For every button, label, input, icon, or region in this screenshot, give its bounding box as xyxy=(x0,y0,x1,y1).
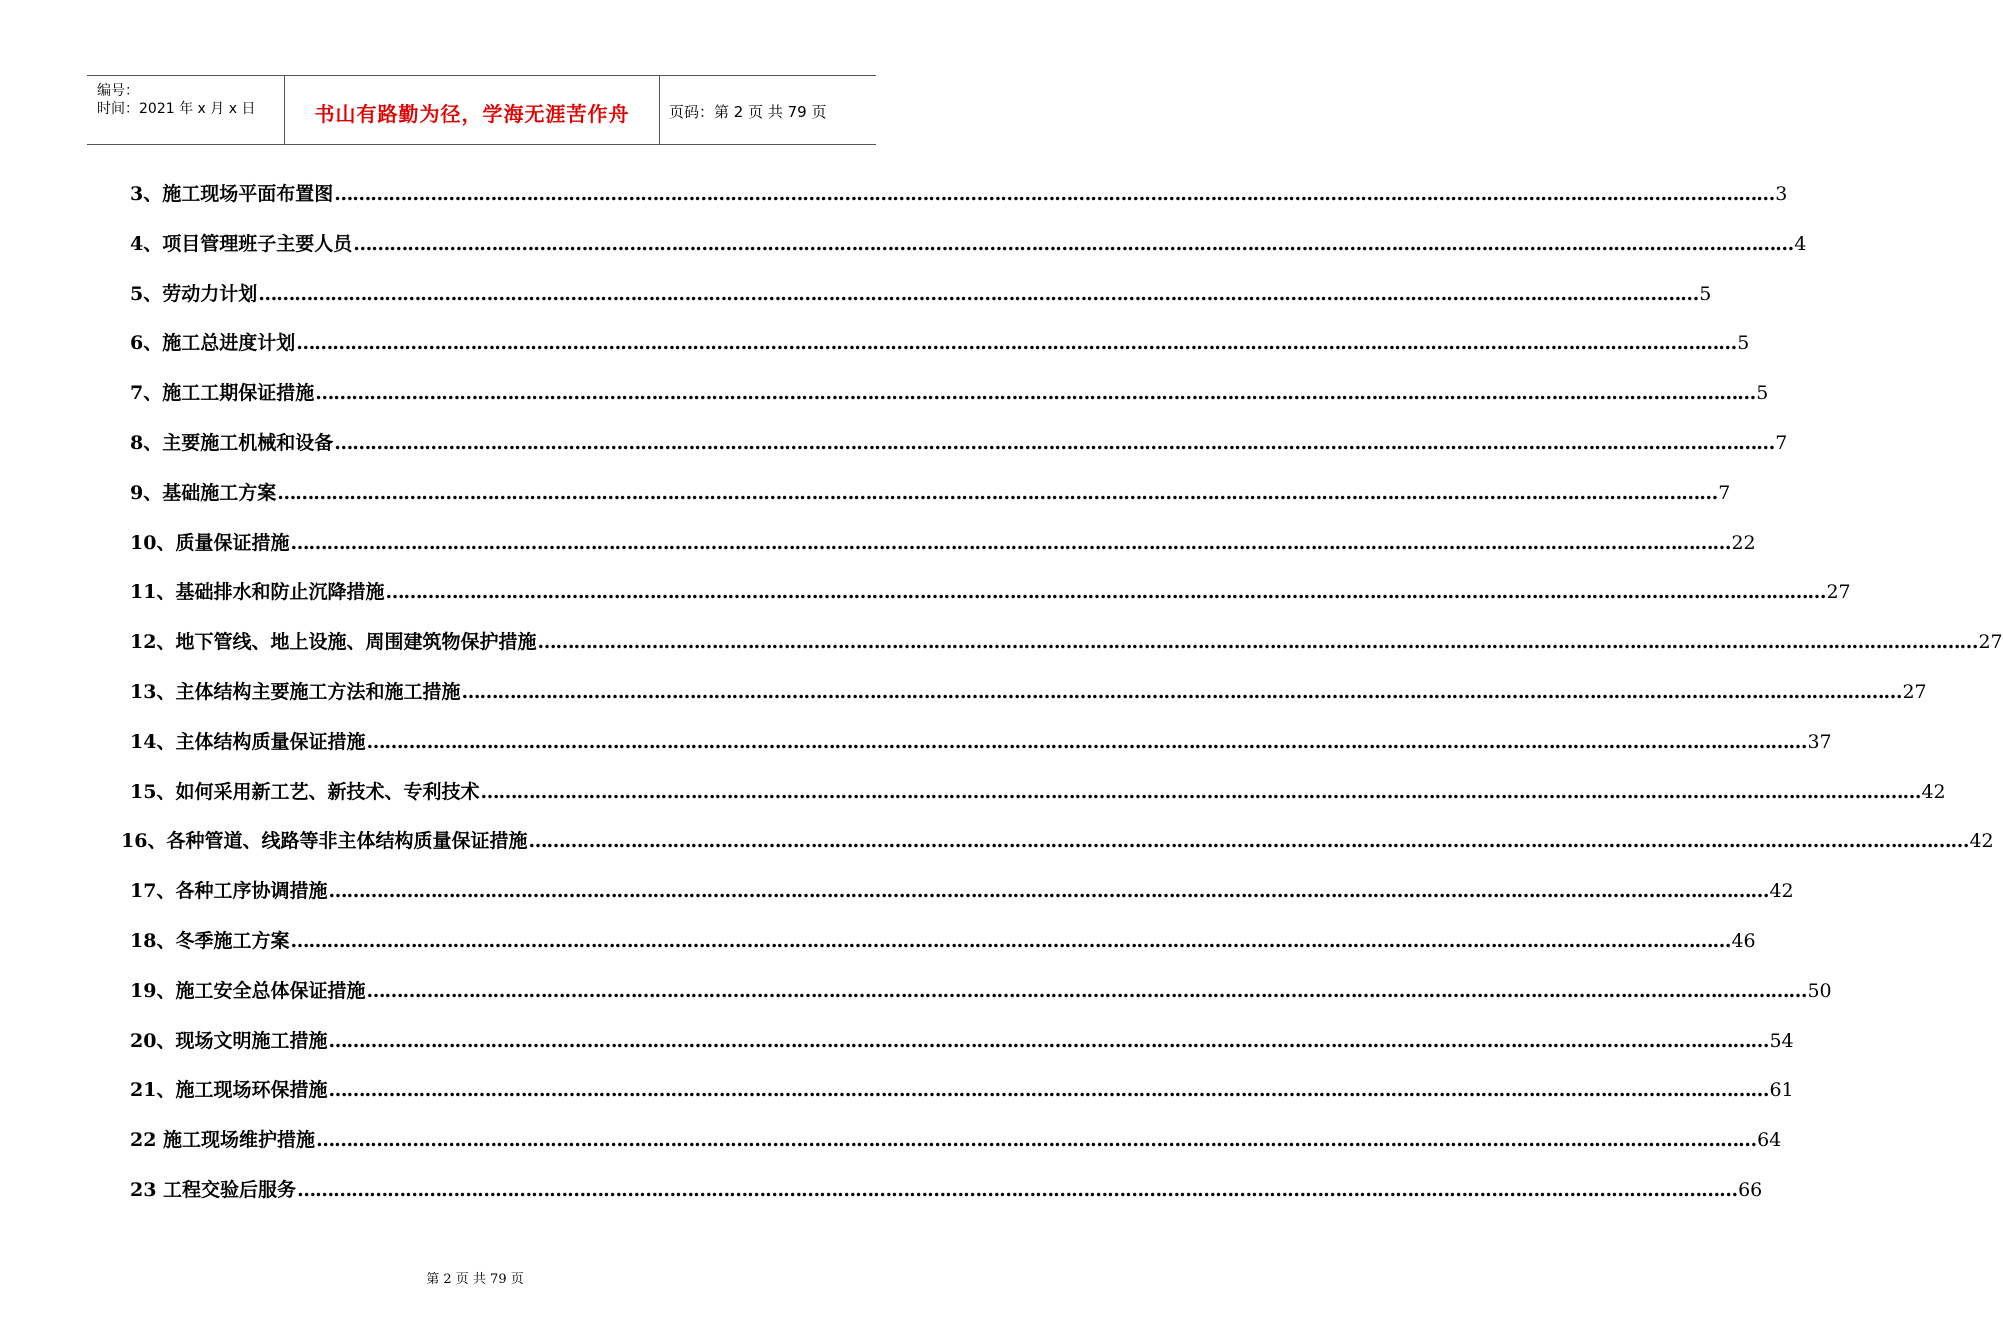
toc-entry-page: 7 xyxy=(1718,482,1731,504)
toc-entry xyxy=(130,728,1832,756)
toc-entry-page: 54 xyxy=(1769,1030,1794,1052)
page-footer: 第 2 页 共 79 页 xyxy=(426,1272,524,1287)
header-motto: 书山有路勤为径，学海无涯苦作舟 xyxy=(314,102,630,126)
toc-entry xyxy=(130,529,1756,557)
toc-entry-title: 23 工程交验后服务 xyxy=(130,1179,297,1201)
serial-label: 编号： xyxy=(97,83,139,99)
header-motto-cell xyxy=(284,76,660,144)
toc-leader-dots: …………………………………………………………………………………………………………………………………………………………………………………………………………………… xyxy=(353,233,1794,255)
toc-leader-dots: …………………………………………………………………………………………………………………………………………………………………………………………………………………… xyxy=(328,1079,1769,1101)
toc-entry-title: 8、主要施工机械和设备 xyxy=(130,432,334,454)
toc-entry xyxy=(130,628,2003,656)
toc-entry xyxy=(130,678,1927,706)
toc-entry-title: 21、施工现场环保措施 xyxy=(130,1079,328,1101)
toc-leader-dots: …………………………………………………………………………………………………………………………………………………………………………………………………………………… xyxy=(334,183,1775,205)
toc-entry xyxy=(130,379,1769,407)
toc-entry xyxy=(130,429,1788,457)
header-page-cell xyxy=(659,76,876,144)
toc-entry xyxy=(130,230,1807,258)
toc-entry-title: 13、主体结构主要施工方法和施工措施 xyxy=(130,681,461,703)
toc-entry-title: 16、各种管道、线路等非主体结构质量保证措施 xyxy=(121,830,528,852)
toc-entry-page: 7 xyxy=(1775,432,1788,454)
toc-entry-page: 42 xyxy=(1769,880,1794,902)
toc-entry xyxy=(130,329,1750,357)
toc-entry xyxy=(130,1076,1794,1104)
toc-entry-title: 6、施工总进度计划 xyxy=(130,332,296,354)
header-page-info: 页码：第 2 页 共 79 页 xyxy=(669,103,827,121)
toc-entry-title: 11、基础排水和防止沉降措施 xyxy=(130,581,385,603)
toc-leader-dots: …………………………………………………………………………………………………………………………………………………………………………………………………………………… xyxy=(258,283,1699,305)
toc-entry-title: 22 施工现场维护措施 xyxy=(130,1129,316,1151)
toc-entry-page: 4 xyxy=(1794,233,1807,255)
toc-entry-page: 5 xyxy=(1737,332,1750,354)
toc-entry-page: 42 xyxy=(1969,830,1994,852)
toc-entry-page: 27 xyxy=(1978,631,2003,653)
toc-entry-title: 14、主体结构质量保证措施 xyxy=(130,731,366,753)
toc-entry-title: 4、项目管理班子主要人员 xyxy=(130,233,353,255)
toc-entry-page: 42 xyxy=(1921,781,1946,803)
toc-entry-page: 66 xyxy=(1738,1179,1763,1201)
toc-entry xyxy=(130,778,1946,806)
toc-leader-dots: …………………………………………………………………………………………………………………………………………………………………………………………………………………… xyxy=(290,930,1731,952)
toc-entry xyxy=(130,180,1788,208)
toc-entry-page: 27 xyxy=(1826,581,1851,603)
toc-entry-page: 50 xyxy=(1807,980,1832,1002)
toc-entry-page: 3 xyxy=(1775,183,1788,205)
toc-entry-title: 7、施工工期保证措施 xyxy=(130,382,315,404)
toc-leader-dots: …………………………………………………………………………………………………………………………………………………………………………………………………………………… xyxy=(328,1030,1769,1052)
toc-entry-title: 12、地下管线、地上设施、周围建筑物保护措施 xyxy=(130,631,537,653)
toc-leader-dots: …………………………………………………………………………………………………………………………………………………………………………………………………………………… xyxy=(315,382,1756,404)
toc-leader-dots: …………………………………………………………………………………………………………………………………………………………………………………………………………………… xyxy=(480,781,1921,803)
toc-entry xyxy=(130,280,1712,308)
toc-leader-dots: …………………………………………………………………………………………………………………………………………………………………………………………………………………… xyxy=(290,532,1731,554)
toc-leader-dots: …………………………………………………………………………………………………………………………………………………………………………………………………………………… xyxy=(334,432,1775,454)
toc-entry xyxy=(130,479,1731,507)
time-label: 时间：2021 年 x 月 x 日 xyxy=(97,101,256,117)
toc-entry-page: 64 xyxy=(1757,1129,1782,1151)
toc-entry xyxy=(130,1027,1794,1055)
page-header xyxy=(87,75,876,145)
toc-leader-dots: …………………………………………………………………………………………………………………………………………………………………………………………………………………… xyxy=(385,581,1826,603)
toc-leader-dots: …………………………………………………………………………………………………………………………………………………………………………………………………………………… xyxy=(316,1129,1757,1151)
toc-entry-title: 20、现场文明施工措施 xyxy=(130,1030,328,1052)
toc-entry-title: 3、施工现场平面布置图 xyxy=(130,183,334,205)
toc-entry-page: 22 xyxy=(1731,532,1756,554)
toc-entry-page: 61 xyxy=(1769,1079,1794,1101)
toc-entry-page: 37 xyxy=(1807,731,1832,753)
toc-entry-title: 19、施工安全总体保证措施 xyxy=(130,980,366,1002)
toc-leader-dots: …………………………………………………………………………………………………………………………………………………………………………………………………………………… xyxy=(537,631,1978,653)
toc-entry xyxy=(130,977,1832,1005)
toc-leader-dots: …………………………………………………………………………………………………………………………………………………………………………………………………………………… xyxy=(366,731,1807,753)
toc-leader-dots: …………………………………………………………………………………………………………………………………………………………………………………………………………………… xyxy=(328,880,1769,902)
toc-entry xyxy=(130,578,1851,606)
toc-entry-title: 17、各种工序协调措施 xyxy=(130,880,328,902)
toc-entry-title: 18、冬季施工方案 xyxy=(130,930,290,952)
toc-leader-dots: …………………………………………………………………………………………………………………………………………………………………………………………………………………… xyxy=(297,1179,1738,1201)
toc-entry xyxy=(130,1126,1782,1154)
toc-leader-dots: …………………………………………………………………………………………………………………………………………………………………………………………………………………… xyxy=(461,681,1902,703)
toc-entry-page: 5 xyxy=(1756,382,1769,404)
toc-entry xyxy=(130,1176,1763,1204)
toc-entry-title: 15、如何采用新工艺、新技术、专利技术 xyxy=(130,781,480,803)
toc-entry xyxy=(121,827,1994,855)
toc-entry-title: 9、基础施工方案 xyxy=(130,482,277,504)
toc-leader-dots: …………………………………………………………………………………………………………………………………………………………………………………………………………………… xyxy=(296,332,1737,354)
toc-leader-dots: …………………………………………………………………………………………………………………………………………………………………………………………………………………… xyxy=(366,980,1807,1002)
header-meta-cell xyxy=(87,76,284,144)
toc-leader-dots: …………………………………………………………………………………………………………………………………………………………………………………………………………………… xyxy=(528,830,1969,852)
toc-entry-title: 5、劳动力计划 xyxy=(130,283,258,305)
toc-entry-page: 27 xyxy=(1902,681,1927,703)
toc-entry-title: 10、质量保证措施 xyxy=(130,532,290,554)
toc-entry xyxy=(130,877,1794,905)
toc-leader-dots: …………………………………………………………………………………………………………………………………………………………………………………………………………………… xyxy=(277,482,1718,504)
toc-entry-page: 46 xyxy=(1731,930,1756,952)
toc-entry-page: 5 xyxy=(1699,283,1712,305)
toc-entry xyxy=(130,927,1756,955)
